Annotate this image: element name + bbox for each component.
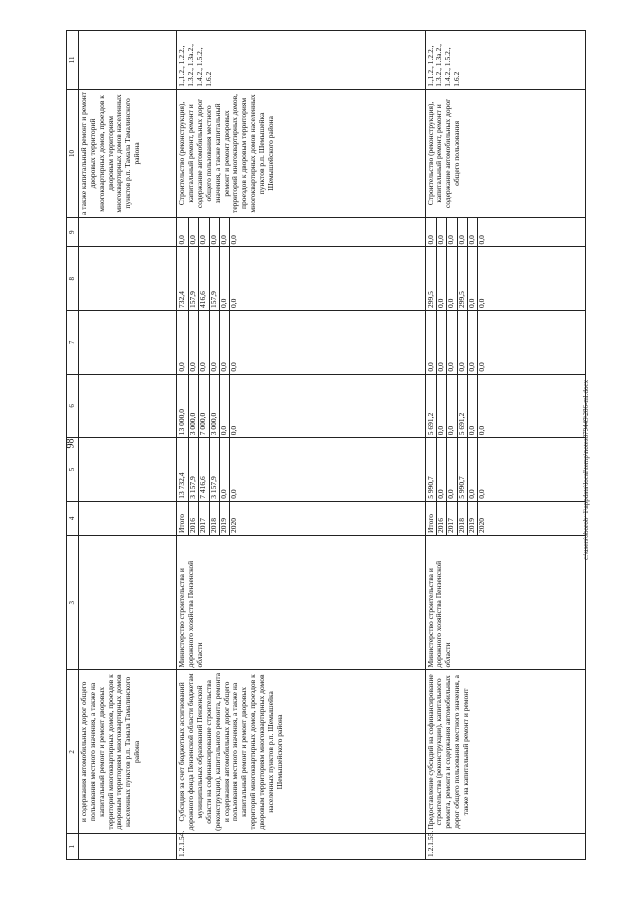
program-table xyxy=(66,30,586,860)
page-number: 98 xyxy=(65,438,77,449)
value-cell: 0,0 xyxy=(468,375,478,438)
row-description: Субсидия за счет бюджетных ассигнований дорожного фонда Пензенской области бюджетам муниципальных образований Пензенской области на софинансирование строительства (реконструкции), капитального ремонта, ремонта и содержания автомобильных дорог общего пользования местного значения, а также на капитальный ремонт и ремонт дворовых территорий многоквартирных домов, проездов к дворовым территориям многоквартирных домов населенных пунктов р.п. Шемышейка Шемышейского района xyxy=(177,670,425,834)
column-header: 4 xyxy=(67,501,79,535)
column-header: 7 xyxy=(67,311,79,375)
value-column-c6 xyxy=(425,374,585,438)
value-cell: 0,0 xyxy=(437,438,447,501)
value-cell: 0,0 xyxy=(229,235,239,245)
value-cell: 0,0 xyxy=(427,218,437,246)
row-indicators: 1.,1.2., 1.2.2., 1.3.2., 1.3а.2., 1.4.2., 1.5.2., 1.6.2 xyxy=(425,31,585,90)
value-cell: 5 691,2 xyxy=(458,375,468,438)
value-cell: 2020 xyxy=(229,518,239,534)
value-cell: 5 691,2 xyxy=(427,375,437,438)
value-column-c8 xyxy=(177,247,425,311)
value-cell: 416,6 xyxy=(199,247,209,310)
column-header: 1 xyxy=(67,834,79,860)
value-column-c5 xyxy=(177,438,425,502)
table-row-continued xyxy=(79,31,177,860)
column-header: 6 xyxy=(67,374,79,438)
value-cell: 0,0 xyxy=(437,218,447,246)
value-cell: 2019 xyxy=(220,502,230,535)
value-cell: 0,0 xyxy=(468,247,478,310)
value-cell: 0,0 xyxy=(220,247,230,310)
value-cell: 0,0 xyxy=(437,247,447,310)
value-cell: 0,0 xyxy=(210,311,220,374)
value-cell: 3 000,0 xyxy=(189,375,199,438)
value-cell: 0,0 xyxy=(220,438,230,501)
value-cell: Итого xyxy=(178,502,188,535)
value-cell: 0,0 xyxy=(458,218,468,246)
value-cell: 13 000,0 xyxy=(178,375,188,438)
rotated-page-content xyxy=(66,30,586,860)
value-cell: 0,0 xyxy=(477,425,487,436)
value-cell: 0,0 xyxy=(229,425,239,436)
row-result: Строительство (реконструкция), капитальный ремонт, ремонт и содержание автомобильных дорог общего пользования xyxy=(425,89,585,217)
value-cell: 0,0 xyxy=(468,218,478,246)
table-row xyxy=(177,31,425,860)
row-executor: Министерство строительства и дорожного хозяйства Пензенской области xyxy=(425,536,585,670)
row-indicators: 1.,1.2., 1.2.2., 1.3.2., 1.3а.2., 1.4.2., 1.5.2., 1.6.2 xyxy=(177,31,425,90)
value-cell: 0,0 xyxy=(458,311,468,374)
value-column-c7 xyxy=(425,311,585,375)
value-cell: 0,0 xyxy=(220,311,230,374)
value-cell: 0,0 xyxy=(468,438,478,501)
value-cell: 3 157,9 xyxy=(189,438,199,501)
value-column-c8 xyxy=(425,247,585,311)
value-cell: 2018 xyxy=(210,502,220,535)
row-number: 1.2.1.55. xyxy=(425,834,585,860)
value-cell: 157,9 xyxy=(189,247,199,310)
value-cell: 7 416,6 xyxy=(199,438,209,501)
value-cell: 2018 xyxy=(458,502,468,535)
value-column-c9 xyxy=(177,218,425,247)
value-cell: 0,0 xyxy=(437,375,447,438)
value-cell: 2017 xyxy=(199,502,209,535)
value-cell: 13 732,4 xyxy=(178,438,188,501)
value-cell: 0,0 xyxy=(210,218,220,246)
value-cell: 0,0 xyxy=(178,311,188,374)
column-header: 10 xyxy=(67,89,79,217)
value-cell: 2020 xyxy=(477,518,487,534)
value-cell: 2019 xyxy=(468,502,478,535)
value-cell: 0,0 xyxy=(199,311,209,374)
column-header: 11 xyxy=(67,31,79,90)
value-column-years xyxy=(177,501,425,535)
value-column-c7 xyxy=(177,311,425,375)
value-cell: 0,0 xyxy=(427,311,437,374)
value-cell: 0,0 xyxy=(229,298,239,309)
value-cell: 299,5 xyxy=(458,247,468,310)
row-executor: Министерство строительства и дорожного хозяйства Пензенской области xyxy=(177,536,425,670)
footer-file-path: c:\users\sborob~1\appdata\local\temp\notes879449\286-ml.docx xyxy=(582,379,590,560)
table-row xyxy=(425,31,585,860)
value-column-years xyxy=(425,501,585,535)
value-column-c9 xyxy=(425,218,585,247)
value-cell: 2016 xyxy=(189,502,199,535)
value-cell: 299,5 xyxy=(427,247,437,310)
value-cell: Итого xyxy=(427,502,437,535)
row-number: 1.2.1.54. xyxy=(177,834,425,860)
value-cell: 2017 xyxy=(447,502,457,535)
value-cell: 0,0 xyxy=(447,375,457,438)
value-cell: 0,0 xyxy=(189,311,199,374)
value-cell: 0,0 xyxy=(447,247,457,310)
column-number-row xyxy=(67,31,79,860)
value-cell: 157,9 xyxy=(210,247,220,310)
value-cell: 0,0 xyxy=(220,218,230,246)
value-cell: 5 990,7 xyxy=(427,438,437,501)
row-description: Предоставление субсидий на софинансирование строительства (реконструкции), капитального ремонта, ремонта и содержания автомобильных дорог общего пользования местного значения, а также на капитальный ремонт и ремонт xyxy=(425,670,585,834)
value-cell: 3 157,9 xyxy=(210,438,220,501)
value-cell: 0,0 xyxy=(477,489,487,499)
value-cell: 0,0 xyxy=(229,489,239,499)
value-cell: 0,0 xyxy=(477,298,487,309)
value-cell: 3 000,0 xyxy=(210,375,220,438)
value-cell: 5 990,7 xyxy=(458,438,468,501)
value-cell: 0,0 xyxy=(447,218,457,246)
column-header: 8 xyxy=(67,247,79,311)
continued-result: а также капитальный ремонт и ремонт дворовых территорий многоквартирных домов, проездов к дворовым территориям многоквартирных домов населенных пунктов р.п. Тамала Тамалинского района xyxy=(79,89,177,217)
value-column-c6 xyxy=(177,374,425,438)
value-cell: 0,0 xyxy=(437,311,447,374)
value-cell: 0,0 xyxy=(468,311,478,374)
value-cell: 0,0 xyxy=(189,218,199,246)
value-cell: 0,0 xyxy=(477,362,487,372)
value-cell: 2016 xyxy=(437,502,447,535)
column-header: 9 xyxy=(67,218,79,247)
column-header: 3 xyxy=(67,536,79,670)
value-cell: 0,0 xyxy=(477,235,487,245)
value-cell: 0,0 xyxy=(447,311,457,374)
value-cell: 0,0 xyxy=(199,218,209,246)
value-cell: 7 000,0 xyxy=(199,375,209,438)
column-header: 2 xyxy=(67,670,79,834)
value-cell: 0,0 xyxy=(447,438,457,501)
row-result: Строительство (реконструкция), капитальный ремонт, ремонт и содержание автомобильных дорог общего пользования местного значения, а также капитальный ремонт и ремонт дворовых территорий многоквартирных домов, проездов к дворовым территориям многоквартирных домов населенных пунктов р.п. Шемышейка Шемышейского района xyxy=(177,89,425,217)
value-cell: 0,0 xyxy=(178,218,188,246)
value-cell: 0,0 xyxy=(220,375,230,438)
column-header: 5 xyxy=(67,438,79,502)
continued-description: и содержания автомобильных дорог общего пользования местного значения, а также на капитальный ремонт и ремонт дворовых территорий многоквартирных домов, проездов к дворовым территориям многоквартирных домов населенных пунктов р.п. Тамала Тамалинского района xyxy=(79,670,177,834)
value-cell: 0,0 xyxy=(229,362,239,372)
value-cell: 732,4 xyxy=(178,247,188,310)
value-column-c5 xyxy=(425,438,585,502)
